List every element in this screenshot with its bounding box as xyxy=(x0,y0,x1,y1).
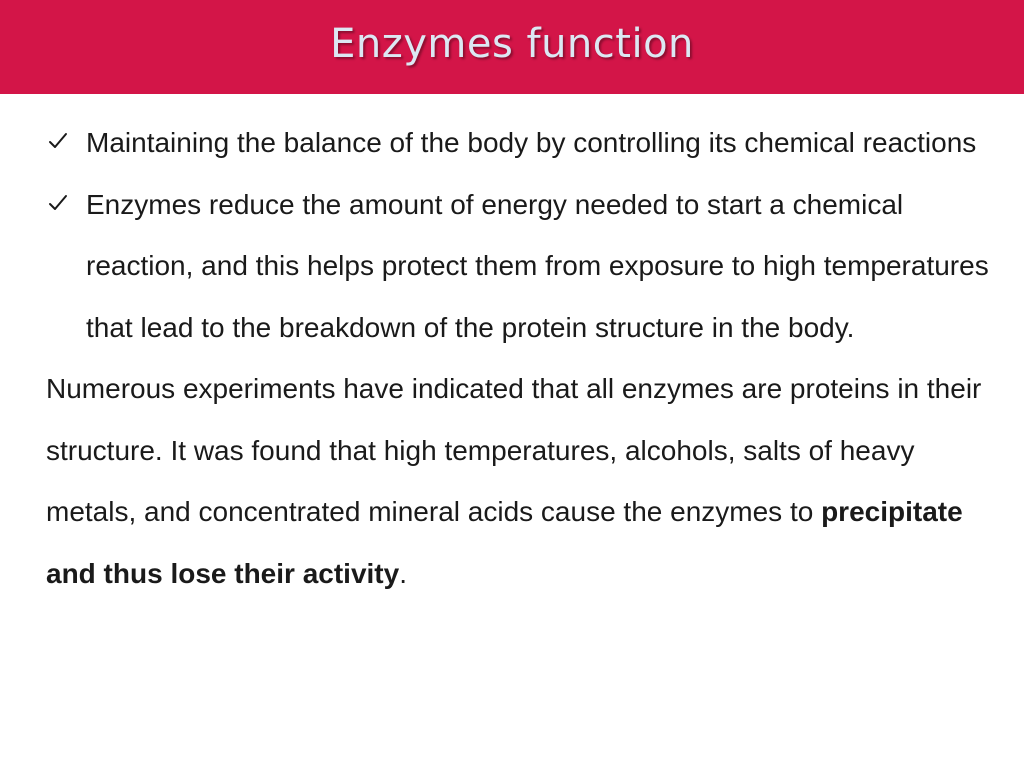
check-icon xyxy=(48,112,72,174)
bullet-text: Maintaining the balance of the body by controlling its chemical reactions xyxy=(86,127,977,158)
slide-content xyxy=(46,112,996,604)
paragraph-bold-text: precipitate and thus lose their activity xyxy=(46,496,963,589)
slide-title: Enzymes function xyxy=(330,21,694,67)
paragraph-end-text: . xyxy=(399,557,407,589)
paragraph-text: Numerous experiments have indicated that all enzymes are proteins in their structure. It was found that high temperatures, alcohols, salts of heavy metals, and concentrated mineral acids cause the enzymes to xyxy=(46,373,982,527)
body-paragraph xyxy=(46,358,996,604)
bullet-item xyxy=(46,174,996,359)
bullet-item xyxy=(46,112,996,174)
check-icon xyxy=(48,174,72,236)
bullet-text: Enzymes reduce the amount of energy needed to start a chemical reaction, and this helps protect them from exposure to high temperatures that lead to the breakdown of the protein structure in the body. xyxy=(86,188,989,343)
title-bar xyxy=(0,0,1024,94)
